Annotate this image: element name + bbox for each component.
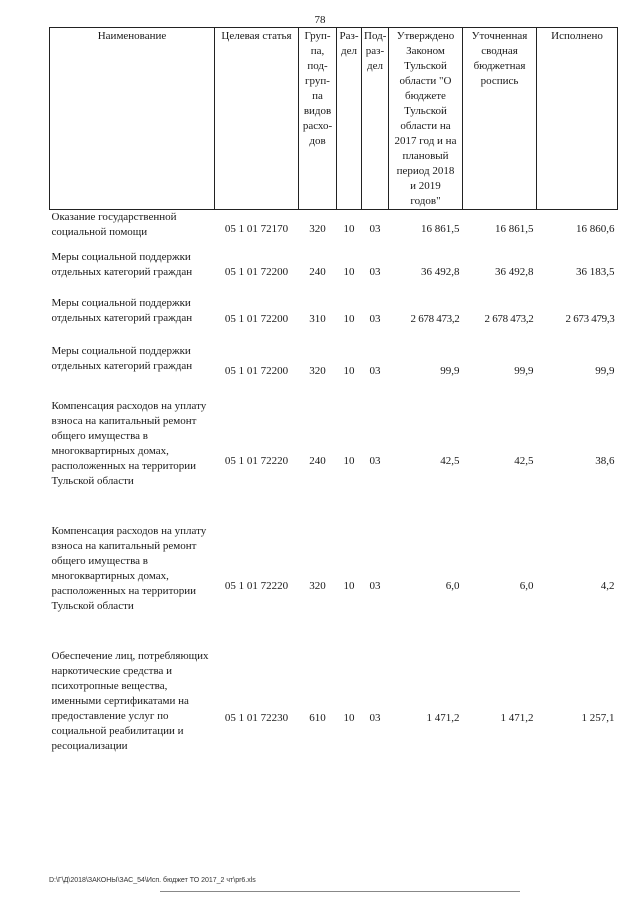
row-approved: 42,5: [440, 454, 460, 467]
row-subsection: 03: [369, 712, 381, 724]
header-revised: Уточненная сводная бюджетная роспись: [463, 28, 537, 210]
row-article: 05 1 01 72220: [224, 454, 289, 467]
row-revised: 99,9: [514, 364, 534, 377]
row-name: Компенсация расходов на уплату взноса на капитальный ремонт общего имущества в многоквартирных домах, расположенных на территории Тульской области: [51, 399, 207, 487]
row-section: 10: [343, 313, 355, 325]
row-group: 310: [309, 313, 326, 325]
row-group: 320: [309, 364, 326, 377]
row-executed: 16 860,6: [576, 223, 615, 236]
row-revised: 42,5: [514, 454, 534, 467]
row-approved: 99,9: [440, 364, 460, 377]
row-section: 10: [343, 579, 355, 592]
row-approved: 2 678 473,2: [410, 313, 460, 325]
row-executed: 99,9: [595, 364, 615, 377]
row-revised: 1 471,2: [500, 712, 534, 724]
row-group: 320: [309, 579, 326, 592]
row-group: 320: [309, 223, 326, 236]
row-article: 05 1 01 72200: [224, 313, 289, 325]
row-revised: 36 492,8: [495, 266, 534, 278]
row-article: 05 1 01 72200: [224, 266, 289, 278]
row-approved: 1 471,2: [426, 712, 460, 724]
header-group: Груп- па, под- груп- па видов расхо- дов: [299, 28, 337, 210]
table-row: [50, 399, 618, 524]
table-row: [50, 649, 618, 789]
header-executed: Исполнено: [537, 28, 618, 210]
header-row: [50, 28, 618, 210]
budget-table: [49, 27, 618, 789]
row-section: 10: [343, 223, 355, 236]
page-number: 78: [314, 14, 326, 26]
row-name: Меры социальной поддержки отдельных категорий граждан: [51, 250, 193, 278]
table-row: [50, 210, 618, 250]
row-subsection: 03: [369, 266, 381, 278]
header-target-article: Целевая статья: [215, 28, 299, 210]
row-executed: 1 257,1: [581, 712, 615, 724]
row-approved: 36 492,8: [421, 266, 460, 278]
table-row: [50, 296, 618, 344]
row-section: 10: [343, 712, 355, 724]
row-approved: 6,0: [445, 579, 460, 592]
row-name: Меры социальной поддержки отдельных категорий граждан: [51, 296, 193, 324]
row-revised: 16 861,5: [495, 223, 534, 236]
row-article: 05 1 01 72220: [224, 579, 289, 592]
row-section: 10: [343, 454, 355, 467]
row-article: 05 1 01 72230: [224, 712, 289, 724]
header-section: Раз- дел: [337, 28, 362, 210]
row-group: 240: [309, 266, 326, 278]
row-subsection: 03: [369, 223, 381, 236]
row-name: Компенсация расходов на уплату взноса на капитальный ремонт общего имущества в многоквартирных домах, расположенных на территории Тульской области: [51, 524, 207, 612]
row-name: Меры социальной поддержки отдельных категорий граждан: [51, 344, 193, 372]
row-subsection: 03: [369, 454, 381, 467]
bottom-divider: [160, 891, 520, 892]
header-name: Наименование: [50, 28, 215, 210]
row-name: Оказание государственной социальной помощи: [51, 211, 177, 238]
row-executed: 4,2: [600, 579, 615, 592]
row-group: 240: [309, 454, 326, 467]
row-subsection: 03: [369, 579, 381, 592]
table-row: [50, 250, 618, 296]
header-approved: Утверждено Законом Тульской области "О бюджете Тульской области на 2017 год и на плановый период 2018 и 2019 годов": [389, 28, 463, 210]
row-name: Обеспечение лиц, потребляющих наркотические средства и психотропные вещества, именными сертификатами на предоставление услуг по социальной реабилитации и ресоциализации: [51, 649, 209, 752]
row-revised: 2 678 473,2: [484, 313, 534, 325]
row-group: 610: [309, 712, 326, 724]
table-row: [50, 524, 618, 649]
row-section: 10: [343, 364, 355, 377]
header-subsection: Под- раз- дел: [362, 28, 389, 210]
row-article: 05 1 01 72200: [224, 364, 289, 377]
file-path: D:\Г\Д\2018\ЗАКОНЫ\ЗАС_54\Исп. бюджет ТО 2017_2 чт\pr6.xls: [49, 877, 256, 884]
row-article: 05 1 01 72170: [224, 223, 289, 236]
row-executed: 38,6: [595, 454, 615, 467]
row-section: 10: [343, 266, 355, 278]
row-revised: 6,0: [519, 579, 534, 592]
row-executed: 2 673 479,3: [565, 313, 615, 325]
row-subsection: 03: [369, 364, 381, 377]
table-row: [50, 344, 618, 399]
row-approved: 16 861,5: [421, 223, 460, 236]
row-executed: 36 183,5: [576, 266, 615, 278]
row-subsection: 03: [369, 313, 381, 325]
